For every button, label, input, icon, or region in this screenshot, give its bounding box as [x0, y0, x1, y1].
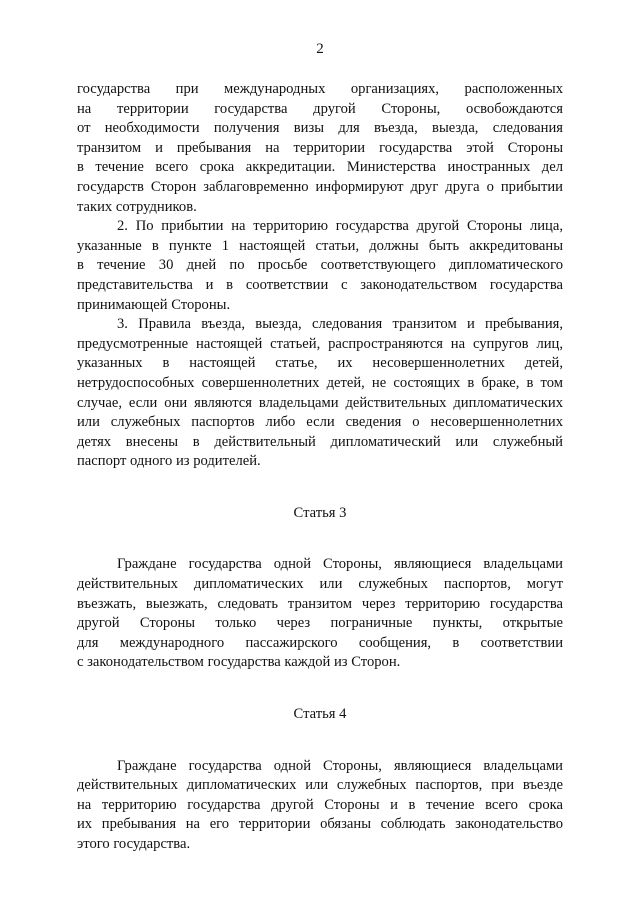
text-line: принимающей Стороны.: [77, 296, 231, 313]
text-line: 2. По прибытии на территорию государства другой Стороны лица,: [117, 218, 563, 235]
text-line: другой Стороны только через пограничные пункты, открытые: [77, 615, 563, 632]
text-line: Граждане государства одной Стороны, являющиеся владельцами: [117, 556, 563, 573]
text-line: с законодательством государства каждой из Сторон.: [77, 654, 401, 671]
text-line: Граждане государства одной Стороны, являющиеся владельцами: [117, 757, 563, 774]
text-line: или служебных паспортов либо если сведения о несовершеннолетних: [77, 414, 563, 431]
text-line: их пребывания на его территории обязаны соблюдать законодательство: [77, 816, 563, 833]
paragraph-continuation: [77, 80, 563, 217]
text-line: предусмотренные настоящей статьей, распространяются на супругов лиц,: [77, 335, 563, 352]
text-line: 3. Правила въезда, выезда, следования транзитом и пребывания,: [117, 316, 563, 333]
paragraph-item-2: [77, 217, 563, 315]
text-line: указанные в пункте 1 настоящей статьи, должны быть аккредитованы: [77, 237, 563, 254]
text-line: государств Сторон заблаговременно информируют друг друга о прибытии: [77, 178, 563, 195]
text-line: таких сотрудников.: [77, 198, 197, 215]
text-line: нетрудоспособных совершеннолетних детей, не состоящих в браке, в том: [77, 374, 563, 391]
paragraph-item-3: [77, 315, 563, 472]
article-3-paragraph: [77, 555, 563, 673]
text-line: в течение 30 дней по просьбе соответствующего дипломатического: [77, 257, 563, 274]
text-line: для международного пассажирского сообщения, в соответствии: [77, 634, 563, 651]
text-line: транзитом и пребывания на территории государства этой Стороны: [77, 139, 563, 156]
text-line: этого государства.: [77, 836, 191, 852]
text-line: действительных дипломатических или служебных паспортов, при въезде: [77, 777, 563, 794]
text-line: случае, если они являются владельцами действительных дипломатических: [77, 394, 563, 411]
text-line: действительных дипломатических или служебных паспортов, могут: [77, 576, 563, 593]
text-line: паспорт одного из родителей.: [77, 453, 261, 470]
text-line: от необходимости получения визы для въезда, выезда, следования: [77, 120, 563, 137]
text-line: указанных в настоящей статье, их несовершеннолетних детей,: [77, 355, 563, 372]
text-line: государства при международных организациях, расположенных: [77, 81, 563, 97]
document-body: [77, 80, 563, 855]
text-line: на территорию государства другой Стороны и в течение всего срока: [77, 796, 563, 813]
page-number: 2: [316, 41, 324, 57]
text-line: на территории государства другой Стороны, освобождаются: [77, 100, 563, 117]
article-4-heading: Статья 4: [293, 706, 347, 723]
text-line: въезжать, выезжать, следовать транзитом через территорию государства: [77, 595, 563, 612]
text-line: представительства и в соответствии с законодательством государства: [77, 276, 563, 293]
article-4-paragraph: [77, 757, 563, 855]
text-line: в течение всего срока аккредитации. Министерства иностранных дел: [77, 159, 563, 176]
article-3-heading: Статья 3: [293, 504, 347, 521]
text-line: детях внесены в действительный дипломатический или служебный: [77, 433, 563, 450]
